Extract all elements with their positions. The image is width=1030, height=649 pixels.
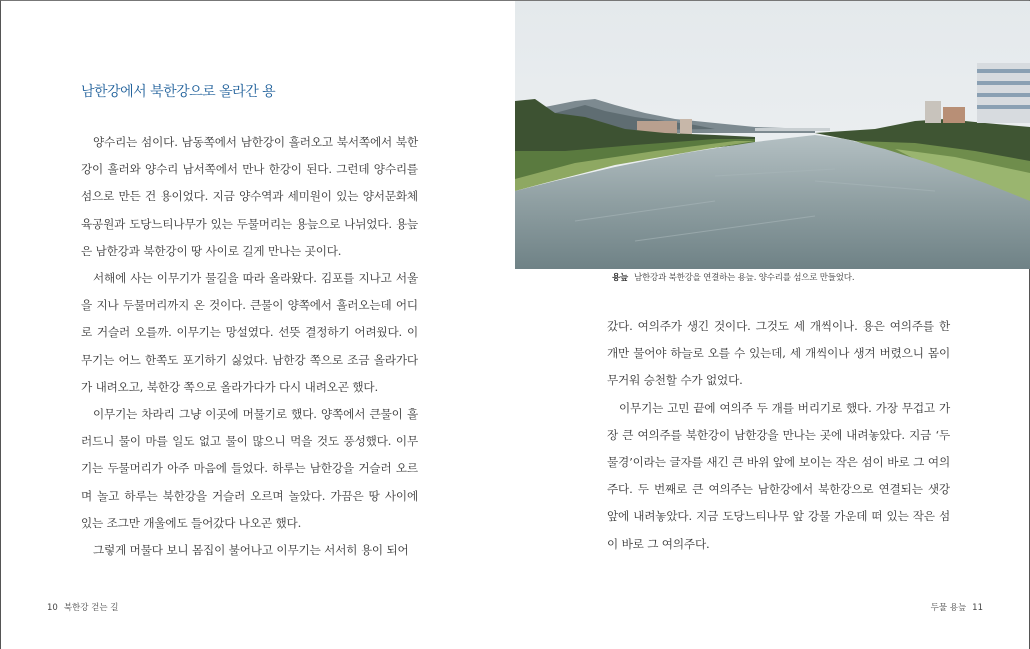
caption-text: 남한강과 북한강을 연결하는 용늪. 양수리를 섬으로 만들었다.: [634, 273, 855, 283]
paragraph: 갔다. 여의주가 생긴 것이다. 그것도 세 개씩이나. 용은 여의주를 한 개만 물어야 하늘로 오를 수 있는데, 세 개씩이나 생겨 버렸으니 몸이 무거워 승천할 수가 없었다.: [607, 319, 950, 388]
section-title: 남한강에서 북한강으로 올라간 용: [81, 84, 276, 100]
right-page: [515, 0, 1030, 649]
page-number: 11: [972, 603, 983, 613]
folio-right: [931, 601, 989, 613]
paragraph: 이무기는 차라리 그냥 이곳에 머물기로 했다. 양쪽에서 큰물이 흘러드니 물이 마를 일도 없고 물이 많으니 먹을 것도 풍성했다. 이무기는 두물머리가 아주 마음에 들었다. 하루는 남한강을 거슬러 오르며 놀고 하루는 북한강을 거슬러 오르며 놀았다. 가끔은 땅 사이에 있는 조그만 개울에도 들어갔다 나오곤 했다.: [81, 407, 418, 530]
right-body-text: [607, 313, 950, 558]
page-number: 10: [47, 603, 58, 613]
caption-label: 용늪: [612, 273, 629, 283]
running-head: 북한강 걷는 길: [63, 603, 119, 613]
river-photo: [515, 1, 1030, 269]
running-head: 두물 용늪: [930, 603, 967, 613]
paragraph: 이무기는 고민 끝에 여의주 두 개를 버리기로 했다. 가장 무겁고 가장 큰 여의주를 북한강이 남한강을 만나는 곳에 내려놓았다. 지금 ‘두물경’이라는 글자를 새긴 큰 바위 앞에 보이는 작은 섬이 바로 그 여의주다. 두 번째로 큰 여의주는 남한강에서 북한강으로 연결되는 샛강 앞에 내려놓았다. 지금 도당느티나무 앞 강물 가운데 떠 있는 작은 섬이 바로 그 여의주다.: [607, 400, 950, 551]
left-body-text: [81, 129, 418, 564]
folio-left: [41, 601, 119, 613]
paragraph: 그렇게 머물다 보니 몸집이 불어나고 이무기는 서서히 용이 되어: [93, 543, 409, 558]
paragraph: 서해에 사는 이무기가 물길을 따라 올라왔다. 김포를 지나고 서울을 지나 두물머리까지 온 것이다. 큰물이 양쪽에서 흘러오는데 어디로 거슬러 오를까. 이무기는 망설였다. 선뜻 결정하기 어려웠다. 이무기는 어느 한쪽도 포기하기 싫었다. 남한강 쪽으로 조금 올라가다가 내려오고, 북한강 쪽으로 올라가다가 다시 내려오곤 했다.: [81, 271, 418, 394]
paragraph: 양수리는 섬이다. 남동쪽에서 남한강이 흘러오고 북서쪽에서 북한강이 흘러와 양수리 남서쪽에서 만나 한강이 된다. 그런데 양수리를 섬으로 만든 건 용이었다. 지금 양수역과 세미원이 있는 양서문화체육공원과 도당느티나무가 있는 두물머리는 용늪으로 나뉘었다. 용늪은 남한강과 북한강이 땅 사이로 길게 만나는 곳이다.: [81, 135, 418, 258]
photo-caption: [612, 271, 854, 283]
